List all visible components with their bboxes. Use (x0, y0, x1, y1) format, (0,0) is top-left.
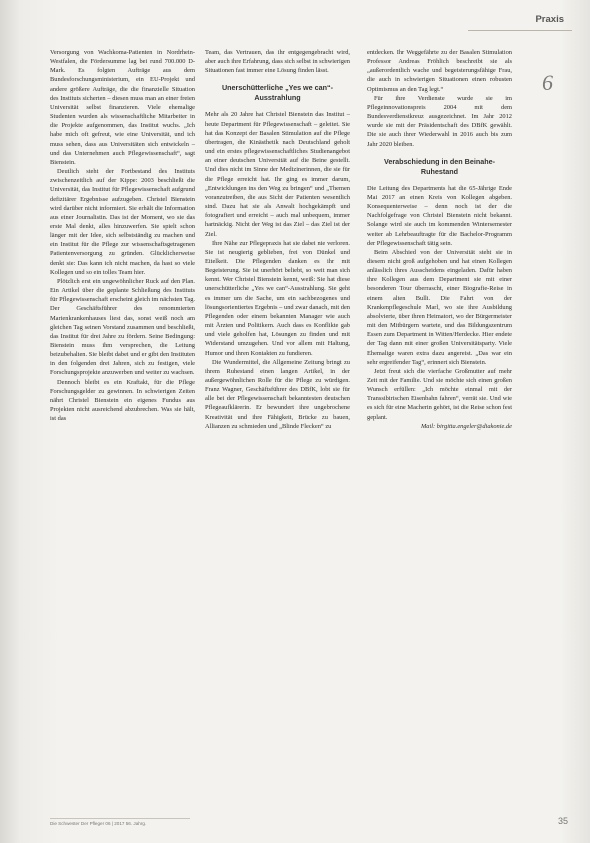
paragraph: entdecken. Ihr Weggefährte zu der Basalen Stimulation Professor Andreas Fröhlich beschreibt sie als „außerordentlich wache und begeisterungsfähige Frau, die auch in schwierigen Situationen einen robusten Optimismus an den Tag legt.“ (367, 49, 512, 93)
footer-source: Die Schwester Der Pfleger 06 | 2017 56. Jahrg. (50, 821, 147, 826)
paragraph: Jetzt freut sich die vierfache Großmutter auf mehr Zeit mit der Familie. Und sie möchte sich einen großen Wunsch erfüllen: „Ich möchte einmal mit der Transsibirischen Eisenbahn fahren“, verrät sie. Und wie es sich für eine Macherin gehört, ist die Reise schon fest geplant. (367, 367, 512, 421)
paragraph: Team, das Vertrauen, das ihr entgegengebracht wird, aber auch ihre Erfahrung, dass sich selbst in schwierigen Situationen fast immer eine Lösung finden lässt. (205, 49, 350, 75)
paragraph: Beim Abschied von der Universität steht sie in diesem nicht groß aufgehoben und hat einen Kollegen anlässlich ihres Ausscheidens eingeladen. Dafür haben ihre Kollegen aus dem Department sie mit einer besonderen Tour überrascht, einer Biografie-Reise in einem alten Bulli. Die Fahrt von der Krankenpflegeschule Marl, wo sie ihre Ausbildung absolvierte, über ihren Heimatort, wo der Bürgermeister mit den Mitbürgern wartete, und das Bildungszentrum Essen zum Department in Witten/Herdecke. Hier endete der Tag dann mit einer großen Universitätsparty. Viele Ehemalige waren extra dazu angereist. „Das war ein sehr ergreifender Tag“, erinnert sich Bienstein. (367, 248, 512, 366)
author-email: Mail: birgitta.engeler@diakonie.de (420, 422, 512, 430)
section-label: Praxis (535, 14, 564, 25)
page-number: 35 (557, 816, 568, 826)
header-rule (468, 30, 572, 31)
column-3 (367, 48, 512, 818)
paragraph: Für ihre Verdienste wurde sie im Pflegeinnovationspreis 2004 mit dem Bundesverdienstkreuz ausgezeichnet. Im Jahr 2012 wurde sie mit der Präsidentschaft des DBfK gewählt. Die sie auch ihrer Wiederwahl in 2016 auch bis zum Jahr 2020 bleiben. (367, 94, 512, 148)
paragraph: Die Leitung des Departments hat die 65-Jährige Ende Mai 2017 an einen Kreis von Kollegen abgeben. Konsequenterweise – denn noch ist der die Nachfolgefrage von Christel Bienstein nicht bekannt. Solange wird sie auch im kommenden Wintersemester weiter ab Lehrbeauftragte für die Bachelor-Programm der Pflegewissenschaft tätig sein. (367, 184, 512, 247)
column-1 (50, 48, 195, 818)
paragraph: Dennoch bleibt es ein Kraftakt, für die Pflege Forschungsgelder zu gewinnen. In schwierigen Zeiten nährt Christel Bienstein ein eigenes Fundus aus Projekten nicht ausreichend abzubrechen. Was sie hält, ist das (50, 378, 195, 423)
paragraph: Die Wundermittel, die Allgemeine Zeitung bringt zu ihrem Ruhestand einen langen Artikel, in der außergewöhnlichen Rolle für die Pflege zu würdigen. Franz Wagner, Geschäftsführer des DBfK, lobt sie für alle bei der Pflegewissenschaft bekanntesten deutschen Pflegeaufklärerin. Er bewundert ihre ungebrochene Kreativität und ihre Fähigkeit, Brücke zu bauen, Allianzen zu schmieden und „Blinde Flecken“ zu (205, 358, 350, 430)
subheading: Verabschiedung in den Beinahe-Ruhestand (383, 156, 496, 176)
paragraph: Mehr als 20 Jahre hat Christel Bienstein das Institut – heute Department für Pflegewissenschaft – geleitet. Sie hat das Konzept der Basalen Stimulation auf die Pflege übertragen, die Kinästhetik nach Deutschland geholt und ein erstes pflegewissenschaftliches Studienangebot an einer deutschen Universität auf die Beine gestellt. Und dies nicht im Sinne der Medizinerinnen, die sie für die Pflege erreicht hat. Ihr ging es immer darum, „Entwicklungen ins den Weg zu bringen“ und „Themen voranzutreiben, die aus Sicht der Patienten wesentlich sind. Dazu hat sie als Anwalt hochgekämpft und fotografiert und erreicht – auch mal unbequem, immer hartnäckig. Nicht der Weg ist das Ziel – das Ziel ist der Ziel. (205, 111, 350, 238)
paragraph: Ihre Nähe zur Pflegepraxis hat sie dabei nie verloren. Sie ist neugierig geblieben, frei von Dünkel und Eitelkeit. Die Pflegenden danken es ihr mit Begeisterung. Sie ist unerhört beliebt, so weit man sich kennt. Wer Christel Bienstein kennt, weiß: Sie hat diese unerschütterliche „Yes we can“-Ausstrahlung. Sie geht es immer um die Sache, um ein sachbezogenes und lösungsorientiertes Ergebnis – und zwar danach, mit den Pflegenden oder einem bekannten Manager wie auch mit Ärzten und Politikern. Auch dass es Konflikte gab und viele geholfen hat, Lösungen zu finden und mit Widerstand umzugehen. Und vor allem mit Haltung, Humor und ihren Kontakten zu fundieren. (205, 239, 350, 357)
handwritten-mark: 6 (542, 70, 553, 95)
footer-rule (50, 818, 190, 819)
subheading: Unerschütterliche „Yes we can“-Ausstrahlung (221, 83, 334, 103)
column-2 (205, 48, 350, 818)
paragraph: Versorgung von Wachkoma-Patienten in Nordrhein-Westfalen, die Fördersumme lag bei rund 700.000 D-Mark. Es folgten Aufträge aus dem Bundesforschungsministerium, ein EU-Projekt und andere größere Aufträge, die die finanzielle Situation des Instituts sicherten – diesen muss man an einer freien Universität selbst finanzieren. Viele ehemalige Studenten wurden als wissenschaftliche Mitarbeiter in die Projekte aufgenommen, das Institut wuchs. „Ich habe mich oft gefreut, wie eine Universität, und ich muss sehen, dass aus Universitäten sich entwickeln – und das Unternehmen auch Pflegewissenschaft“, sagt Bienstein. (50, 49, 195, 166)
paragraph: Plötzlich erst ein ungewöhnlicher Ruck auf den Plan. Ein Artikel über die geplante Schließung des Instituts für Pflegewissenschaft erscheint gleich im nächsten Tag. Der Geschäftsführer des renommierten Marienkrankenhauses liest das, sonst weiß noch am gleichen Tag seinen Vorstand zusammen und beschließt, das Institut für drei Jahre zu fördern. Seine Bedingung: Bienstein muss ihm versprechen, die Leitung beizubehalten. Sie bleibt dabei und er gibt den Instituten in den folgenden drei Jahren, sich zu festigen, viele Forschungsprojekte anzuwerben und weiter zu wachsen. (50, 277, 195, 377)
paragraph: Deutlich steht der Fortbestand des Instituts zwischenzeitlich auf der Kippe: 2003 beschließt die Universität, das Institut für Pflegewissenschaft aufgrund defizitärer Ergebnisse aufzugeben. Christel Bienstein wird darüber nicht informiert. Sie erhält die Information aus einer Journalistin. Das ist der Moment, wo sie das erste Mal denkt, alles hinzuwerfen. Sie spielt schon länger mit der Idee, sich selbstständig zu machen und ein Institut für die Pflege zur wissenschaftsgetragenen Patientenversorgung zu gründen. Glücklicherweise denkt sie: Das kann ich nicht machen, da hast so viele Kollegen und so ein tolles Team hier. (50, 168, 195, 276)
